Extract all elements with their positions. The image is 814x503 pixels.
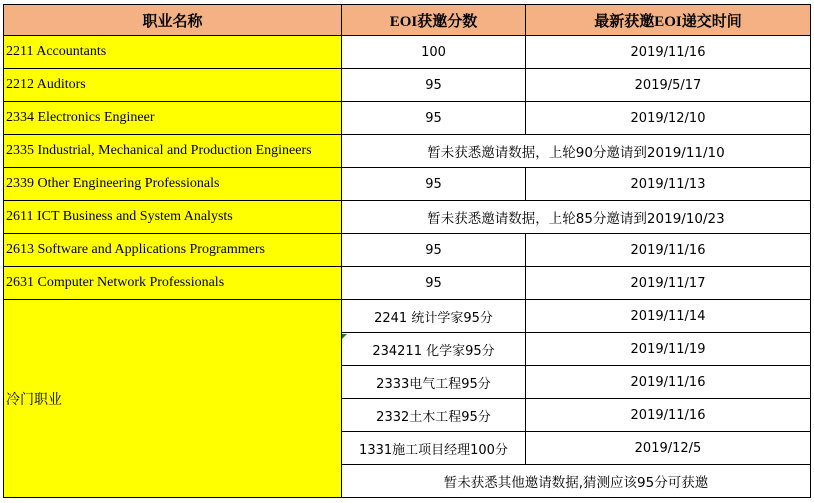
date-cell[interactable]: 2019/11/16 (526, 399, 811, 432)
occupation-cell[interactable]: 2339 Other Engineering Professionals (4, 168, 342, 201)
occupation-cell[interactable]: 2335 Industrial, Mechanical and Production Engineers (4, 135, 342, 168)
table-row (4, 69, 811, 102)
date-cell[interactable]: 2019/11/19 (526, 333, 811, 366)
occupation-cell[interactable]: 2613 Software and Applications Programmers (4, 234, 342, 267)
score-cell[interactable]: 2241 统计学家95分 (342, 300, 526, 333)
eoi-invitation-table (3, 4, 811, 498)
table-row (4, 102, 811, 135)
score-cell[interactable]: 2332土木工程95分 (342, 399, 526, 432)
score-cell[interactable]: 2333电气工程95分 (342, 366, 526, 399)
merged-note-cell[interactable]: 暂未获悉邀请数据，上轮90分邀请到2019/11/10 (342, 135, 811, 168)
score-cell[interactable]: 95 (342, 168, 526, 201)
occupation-cell[interactable]: 2611 ICT Business and System Analysts (4, 201, 342, 234)
header-eoi-score[interactable]: EOI获邀分数 (342, 5, 526, 36)
cold-occupation-cell[interactable]: 冷门职业 (4, 300, 342, 498)
table-row (4, 36, 811, 69)
date-cell[interactable]: 2019/11/16 (526, 366, 811, 399)
table-row (4, 201, 811, 234)
occupation-cell[interactable]: 2212 Auditors (4, 69, 342, 102)
occupation-cell[interactable]: 2334 Electronics Engineer (4, 102, 342, 135)
date-cell[interactable]: 2019/11/13 (526, 168, 811, 201)
header-latest-date[interactable]: 最新获邀EOI递交时间 (526, 5, 811, 36)
date-cell[interactable]: 2019/5/17 (526, 69, 811, 102)
score-cell[interactable]: 234211 化学家95分 (342, 333, 526, 366)
merged-note-cell[interactable]: 暂未获悉邀请数据，上轮85分邀请到2019/10/23 (342, 201, 811, 234)
date-cell[interactable]: 2019/11/16 (526, 234, 811, 267)
header-occupation[interactable]: 职业名称 (4, 5, 342, 36)
table-row (4, 135, 811, 168)
date-cell[interactable]: 2019/11/16 (526, 36, 811, 69)
date-cell[interactable]: 2019/12/5 (526, 432, 811, 465)
table-row (4, 168, 811, 201)
score-cell[interactable]: 95 (342, 69, 526, 102)
date-cell[interactable]: 2019/12/10 (526, 102, 811, 135)
score-cell[interactable]: 95 (342, 234, 526, 267)
date-cell[interactable]: 2019/11/17 (526, 267, 811, 300)
score-cell[interactable]: 95 (342, 102, 526, 135)
score-cell[interactable]: 95 (342, 267, 526, 300)
occupation-cell[interactable]: 2631 Computer Network Professionals (4, 267, 342, 300)
merged-note-cell[interactable]: 暂未获悉其他邀请数据,猜测应该95分可获邀 (342, 465, 811, 498)
comment-indicator-icon[interactable] (342, 334, 347, 339)
date-cell[interactable]: 2019/11/14 (526, 300, 811, 333)
table-row (4, 234, 811, 267)
score-cell[interactable]: 100 (342, 36, 526, 69)
table-row (4, 267, 811, 300)
score-cell[interactable]: 1331施工项目经理100分 (342, 432, 526, 465)
header-row (4, 5, 811, 36)
table-row (4, 300, 811, 333)
occupation-cell[interactable]: 2211 Accountants (4, 36, 342, 69)
